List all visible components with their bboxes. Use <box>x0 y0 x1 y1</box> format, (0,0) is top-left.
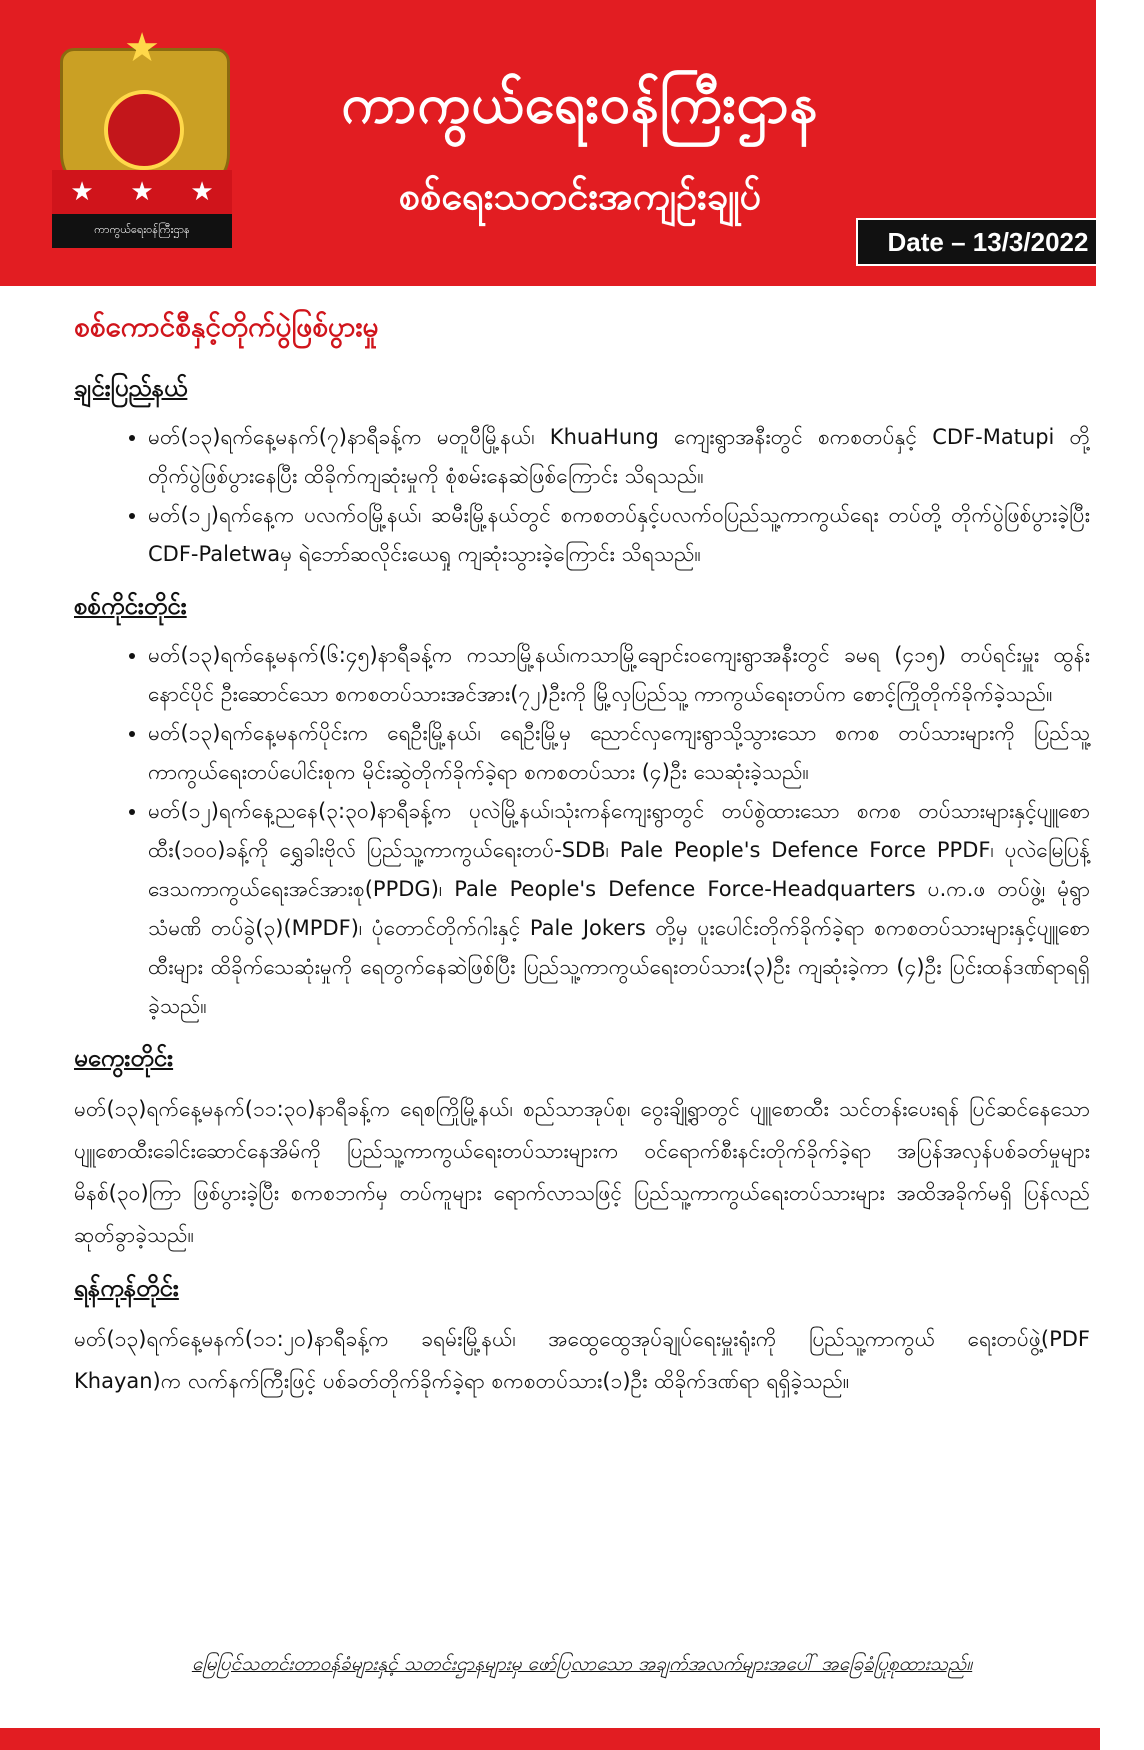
bulletin-subtitle: စစ်ရေးသတင်းအကျဉ်းချုပ် <box>398 174 762 218</box>
yangon-paragraph: မတ်(၁၃)ရက်နေ့မနက်(၁၁:၂၀)နာရီခန့်က ခရမ်းမြို့နယ်၊ အထွေထွေအုပ်ချုပ်ရေးမှူးရုံးကို ပြည်သူ့ကာကွယ် ရေးတပ်ဖွဲ့(PDF Khayan)က လက်နက်ကြီးဖြင့် ပစ်ခတ်တိုက်ခိုက်ခဲ့ရာ စကစတပ်သား(၁)ဦး ထိခိုက်ဒဏ်ရာ ရရှိခဲ့သည်။ <box>74 1327 1090 1393</box>
star-icon: ★ <box>124 25 160 71</box>
star-icon: ★ <box>70 177 94 207</box>
ministry-emblem <box>52 25 232 248</box>
section-title-yangon: ရန်ကုန်တိုင်း <box>74 1274 179 1302</box>
main-title: စစ်ကောင်စီနှင့်တိုက်ပွဲဖြစ်ပွားမှု <box>74 310 379 343</box>
date-badge: Date – 13/3/2022 <box>856 218 1120 266</box>
emblem-map-circle <box>104 90 184 170</box>
list-item: • မတ်(၁၃)ရက်နေ့မနက်(၆:၄၅)နာရီခန့်က ကသာမြို့နယ်၊ကသာမြို့ချောင်းဝကျေးရွာအနီးတွင် ခမရ (၄၁၅) တပ်ရင်းမှူး ထွန်းနောင်ပိုင် ဦးဆောင်သော စကစတပ်သားအင်အား(၇၂)ဦးကို မြို့လှပြည်သူ့ ကာကွယ်ရေးတပ်က စောင့်ကြိုတိုက်ခိုက်ခဲ့သည်။ <box>148 636 1090 714</box>
list-item: • မတ်(၁၂)ရက်နေ့ညနေ(၃:၃၀)နာရီခန့်က ပုလဲမြို့နယ်၊သုံးကန်ကျေးရွာတွင် တပ်စွဲထားသော စကစ တပ်သားများနှင့်ပျူစောထီး(၁၀၀)ခန့်ကို ရွှေခါးဗိုလ် ပြည်သူ့ကာကွယ်ရေးတပ်-SDB၊ Pale People's Defence Force PPDF၊ ပုလဲမြေပြန့်ဒေသကာကွယ်ရေးအင်အားစု(PPDG)၊ Pale People's Defence Force-Headquarters ပ.က.ဖ တပ်ဖွဲ့၊ မုံရွာ သံမဏိ တပ်ခွဲ(၃)(MPDF)၊ ပုံတောင်တိုက်ဂါးနှင့် Pale Jokers တို့မှ ပူးပေါင်းတိုက်ခိုက်ခဲ့ရာ စကစတပ်သားများနှင့်ပျူစောထီးများ ထိခိုက်သေဆုံးမှုကို ရေတွက်နေဆဲဖြစ်ပြီး ပြည်သူ့ကာကွယ်ရေးတပ်သား(၃)ဦး ကျဆုံးခဲ့ကာ (၄)ဦး ပြင်းထန်ဒဏ်ရာရရှိ ခဲ့သည်။ <box>148 792 1090 1026</box>
footer-bar <box>0 1728 1100 1750</box>
bulletin-body <box>74 300 1090 1414</box>
sagaing-list <box>74 636 1090 1026</box>
chin-list <box>74 418 1090 574</box>
ministry-title: ကာကွယ်ရေးဝန်ကြီးဌာန <box>341 72 819 135</box>
section-title-magway: မကွေးတိုင်း <box>74 1044 174 1072</box>
star-icon: ★ <box>190 177 214 207</box>
list-item: • မတ်(၁၃)ရက်နေ့မနက်(၇)နာရီခန့်က မတူပီမြို့နယ်၊ KhuaHung ကျေးရွာအနီးတွင် စကစတပ်နှင့် CDF-Matupi တို့တိုက်ပွဲဖြစ်ပွားနေပြီး ထိခိုက်ကျဆုံးမှုကို စုံစမ်းနေဆဲဖြစ်ကြောင်း သိရသည်။ <box>148 418 1090 496</box>
source-note: မြေပြင်သတင်းတာဝန်ခံများနှင့် သတင်းဌာနများမှ ဖော်ပြလာသော အချက်အလက်များအပေါ် အခြေခံပြုစုထားသည်။ <box>191 1653 973 1675</box>
magway-paragraph: မတ်(၁၃)ရက်နေ့မနက်(၁၁:၃၀)နာရီခန့်က ရေစကြိုမြို့နယ်၊ စည်သာအုပ်စု၊ ဝွေးချို့ရွာတွင် ပျူစောထီး သင်တန်းပေးရန် ပြင်ဆင်နေသော ပျူစောထီးခေါင်းဆောင်နေအိမ်ကို ပြည်သူ့ကာကွယ်ရေးတပ်သားများက ဝင်ရောက်စီးနင်းတိုက်ခိုက်ခဲ့ရာ အပြန်အလှန်ပစ်ခတ်မှုများ မိနစ်(၃၀)ကြာ ဖြစ်ပွားခဲ့ပြီး စကစဘက်မှ တပ်ကူများ ရောက်လာသဖြင့် ပြည်သူ့ကာကွယ်ရေးတပ်သားများ အထိအခိုက်မရှိ ပြန်လည်ဆုတ်ခွာခဲ့သည်။ <box>74 1097 1090 1247</box>
header-edge <box>1096 0 1144 286</box>
list-item: • မတ်(၁၃)ရက်နေ့မနက်ပိုင်းက ရေဦးမြို့နယ်၊ ရေဦးမြို့မှ ညောင်လှကျေးရွာသို့သွားသော စကစ တပ်သားများကို ပြည်သူ့ကာကွယ်ရေးတပ်ပေါင်းစုက မိုင်းဆွဲတိုက်ခိုက်ခဲ့ရာ စကစတပ်သား (၄)ဦး သေဆုံးခဲ့သည်။ <box>148 714 1090 792</box>
section-title-chin: ချင်းပြည်နယ် <box>74 374 188 402</box>
header-banner <box>0 0 1144 286</box>
section-title-sagaing: စစ်ကိုင်းတိုင်း <box>74 592 187 620</box>
list-item: • မတ်(၁၂)ရက်နေ့က ပလက်ဝမြို့နယ်၊ ဆမီးမြို့နယ်တွင် စကစတပ်နှင့်ပလက်ဝပြည်သူ့ကာကွယ်ရေး တပ်တို့ တိုက်ပွဲဖြစ်ပွားခဲ့ပြီး CDF-Paletwaမှ ရဲဘော်ဆလိုင်းယေရှု ကျဆုံးသွားခဲ့ကြောင်း သိရသည်။ <box>148 496 1090 574</box>
star-icon: ★ <box>130 177 154 207</box>
emblem-caption: ကာကွယ်ရေးဝန်ကြီးဌာန <box>52 214 232 248</box>
emblem-flag <box>52 170 232 248</box>
